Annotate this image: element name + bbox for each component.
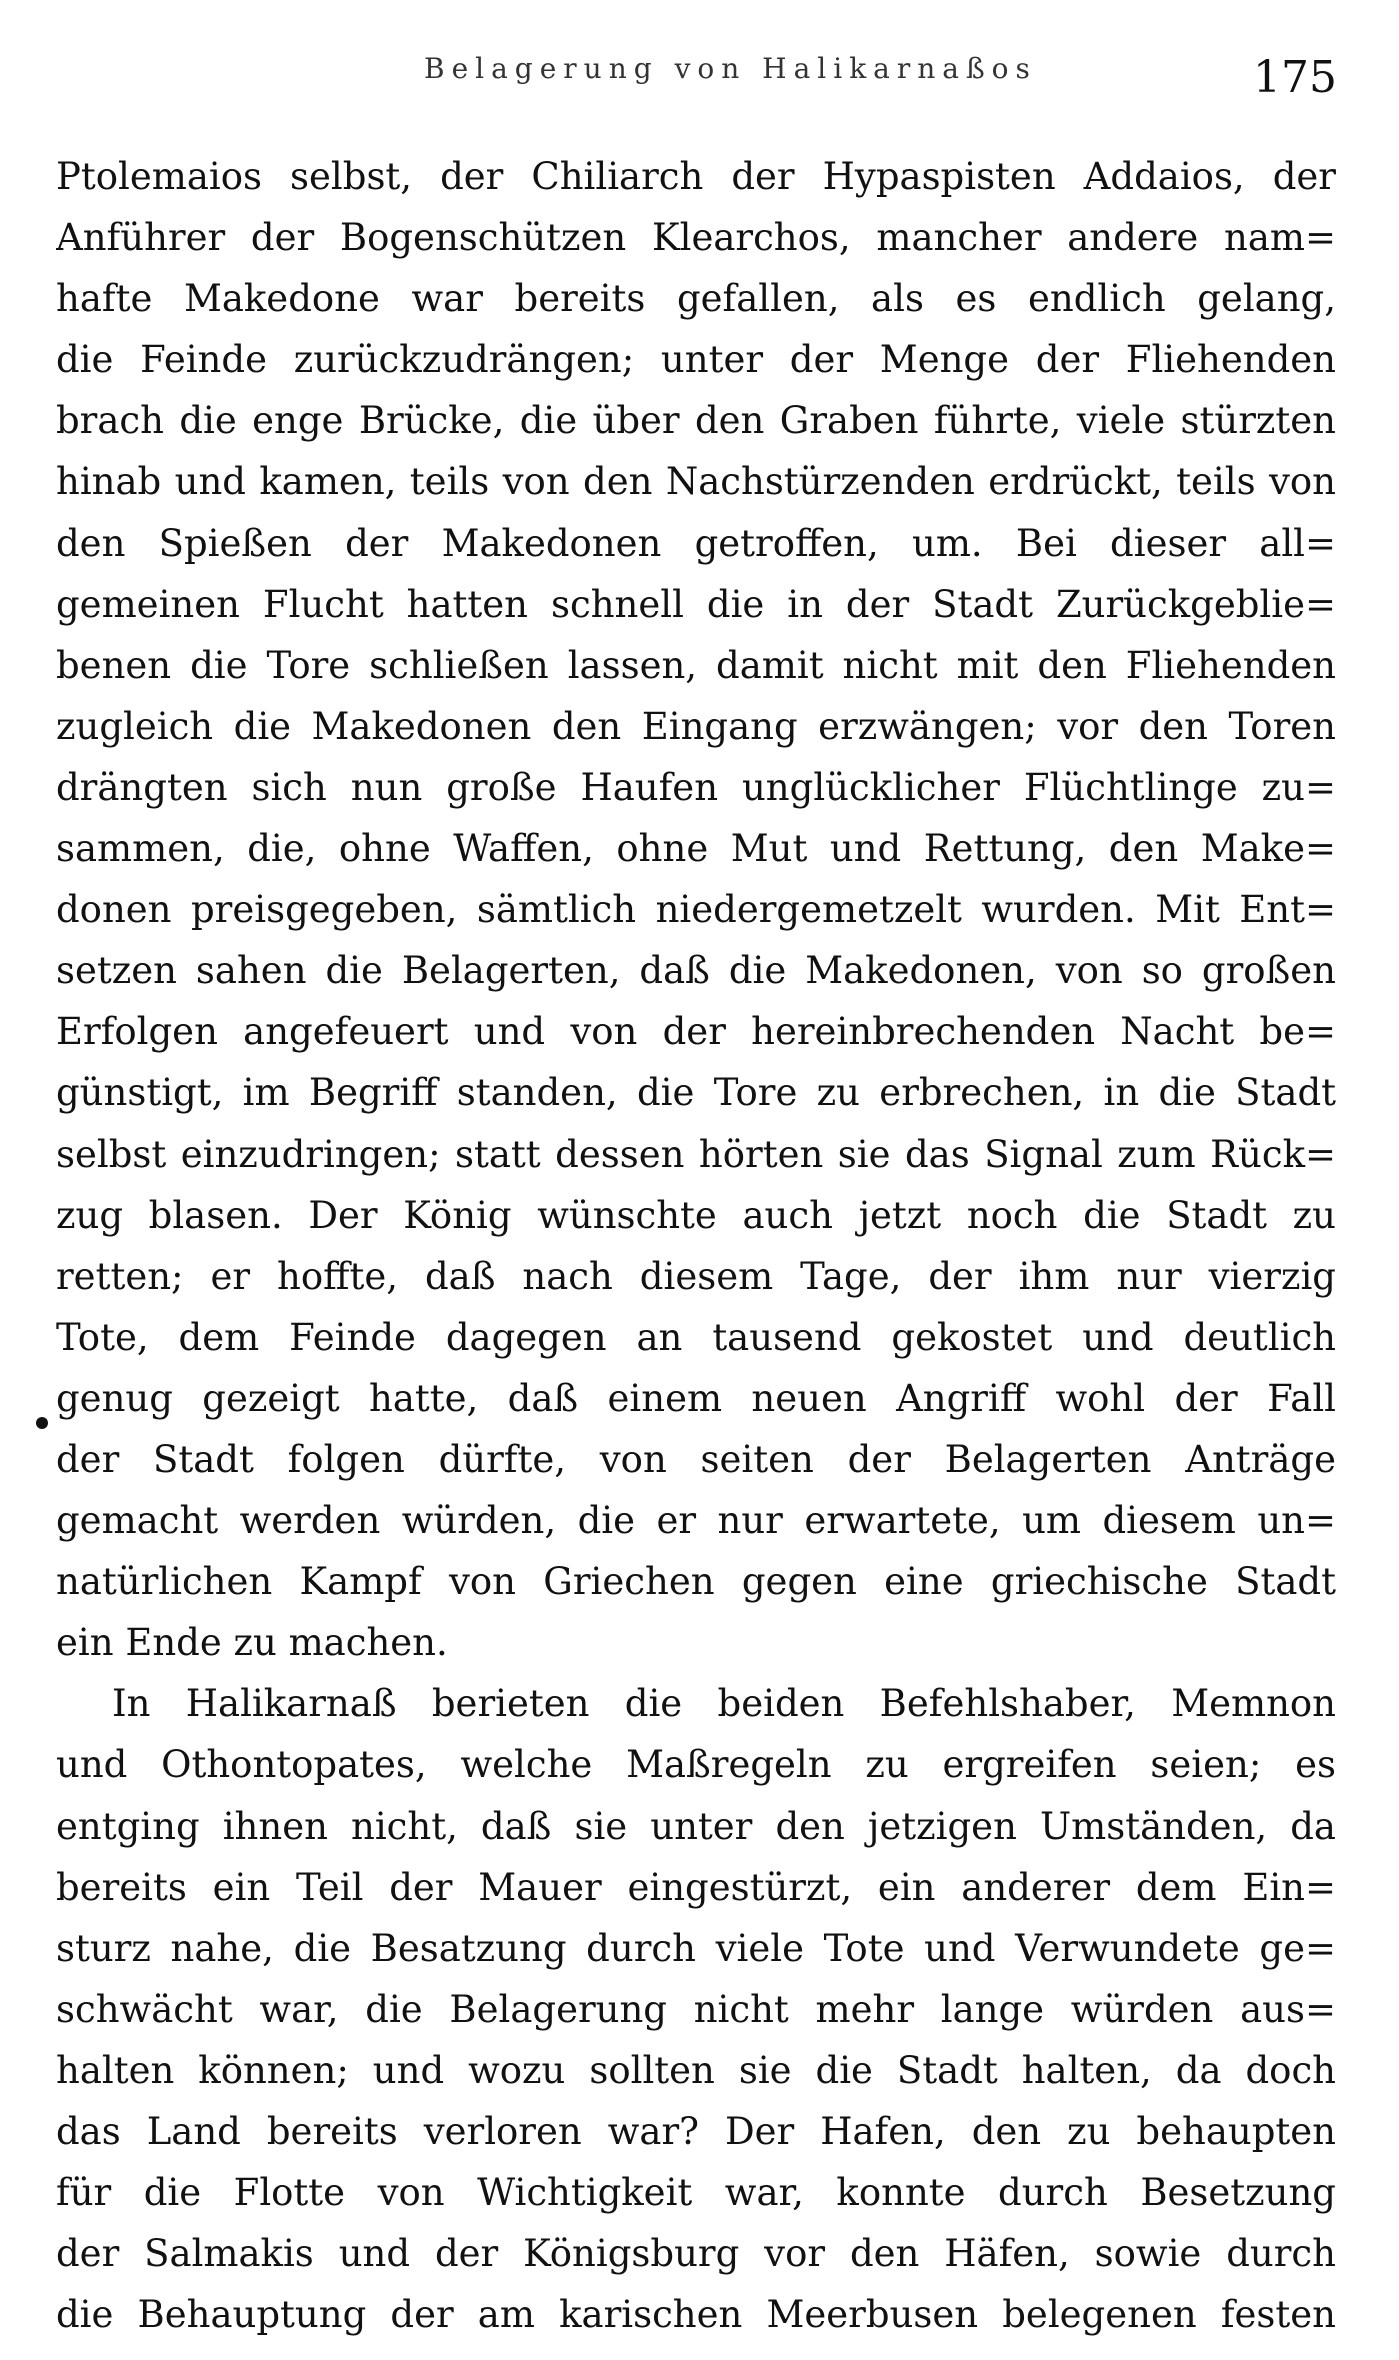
text-line: die Behauptung der am karischen Meerbusen belegenen festen <box>56 2293 1336 2337</box>
text-line: den Spießen der Makedonen getroffen, um. Bei dieser all= <box>56 521 1336 565</box>
text-line: selbst einzudringen; statt dessen hörten sie das Signal zum Rück= <box>56 1132 1336 1176</box>
body-text <box>56 146 1336 2345</box>
text-line: natürlichen Kampf von Griechen gegen eine griechische Stadt <box>56 1560 1336 1604</box>
text-line: hinab und kamen, teils von den Nachstürzenden erdrückt, teils von <box>56 460 1336 504</box>
text-line: ein Ende zu machen. <box>56 1621 448 1665</box>
text-line: gemacht werden würden, die er nur erwartete, um diesem un= <box>56 1499 1336 1543</box>
text-line: bereits ein Teil der Mauer eingestürzt, ein anderer dem Ein= <box>56 1865 1336 1909</box>
text-line: sturz nahe, die Besatzung durch viele Tote und Verwundete ge= <box>56 1926 1336 1970</box>
text-line: der Stadt folgen dürfte, von seiten der Belagerten Anträge <box>56 1437 1336 1481</box>
text-line: für die Flotte von Wichtigkeit war, konnte durch Besetzung <box>56 2171 1336 2215</box>
running-head: Belagerung von Halikarnaßos <box>424 52 1037 85</box>
text-line: Ptolemaios selbst, der Chiliarch der Hypaspisten Addaios, der <box>56 155 1336 198</box>
text-line: die Feinde zurückzudrängen; unter der Menge der Fliehenden <box>56 338 1336 382</box>
text-line: setzen sahen die Belagerten, daß die Makedonen, von so großen <box>56 949 1336 993</box>
page-number: 175 <box>1253 52 1337 103</box>
text-line: genug gezeigt hatte, daß einem neuen Angriff wohl der Fall <box>56 1376 1336 1420</box>
text-line: zug blasen. Der König wünschte auch jetzt noch die Stadt zu <box>56 1193 1336 1237</box>
text-line: brach die enge Brücke, die über den Graben führte, viele stürzten <box>56 399 1336 443</box>
text-line: und Othontopates, welche Maßregeln zu ergreifen seien; es <box>56 1743 1336 1787</box>
text-line: gemeinen Flucht hatten schnell die in der Stadt Zurückgeblie= <box>56 582 1336 626</box>
text-line: Erfolgen angefeuert und von der hereinbrechenden Nacht be= <box>56 1010 1336 1054</box>
text-line: halten können; und wozu sollten sie die Stadt halten, da doch <box>56 2048 1336 2092</box>
text-line: donen preisgegeben, sämtlich niedergemetzelt wurden. Mit Ent= <box>56 888 1336 932</box>
text-line: sammen, die, ohne Waffen, ohne Mut und Rettung, den Make= <box>56 827 1336 871</box>
text-line: zugleich die Makedonen den Eingang erzwängen; vor den Toren <box>56 704 1336 748</box>
text-line: schwächt war, die Belagerung nicht mehr lange würden aus= <box>56 1987 1336 2031</box>
text-line: drängten sich nun große Haufen unglücklicher Flüchtlinge zu= <box>56 765 1336 809</box>
text-line: Anführer der Bogenschützen Klearchos, mancher andere nam= <box>56 216 1336 260</box>
margin-dot-mark <box>36 1417 48 1429</box>
text-line: hafte Makedone war bereits gefallen, als es endlich gelang, <box>56 277 1336 321</box>
text-line: entging ihnen nicht, daß sie unter den jetzigen Umständen, da <box>56 1804 1336 1848</box>
text-line: Tote, dem Feinde dagegen an tausend gekostet und deutlich <box>56 1315 1336 1359</box>
text-line: der Salmakis und der Königsburg vor den Häfen, sowie durch <box>56 2232 1336 2276</box>
text-line: benen die Tore schließen lassen, damit nicht mit den Fliehenden <box>56 643 1336 687</box>
text-line: das Land bereits verloren war? Der Hafen, den zu behaupten <box>56 2110 1336 2153</box>
text-line-paragraph-start: In Halikarnaß berieten die beiden Befehlshaber, Memnon <box>112 1682 1336 1726</box>
text-line: retten; er hoffte, daß nach diesem Tage, der ihm nur vierzig <box>56 1254 1336 1298</box>
text-line: günstigt, im Begriff standen, die Tore zu erbrechen, in die Stadt <box>56 1071 1336 1115</box>
